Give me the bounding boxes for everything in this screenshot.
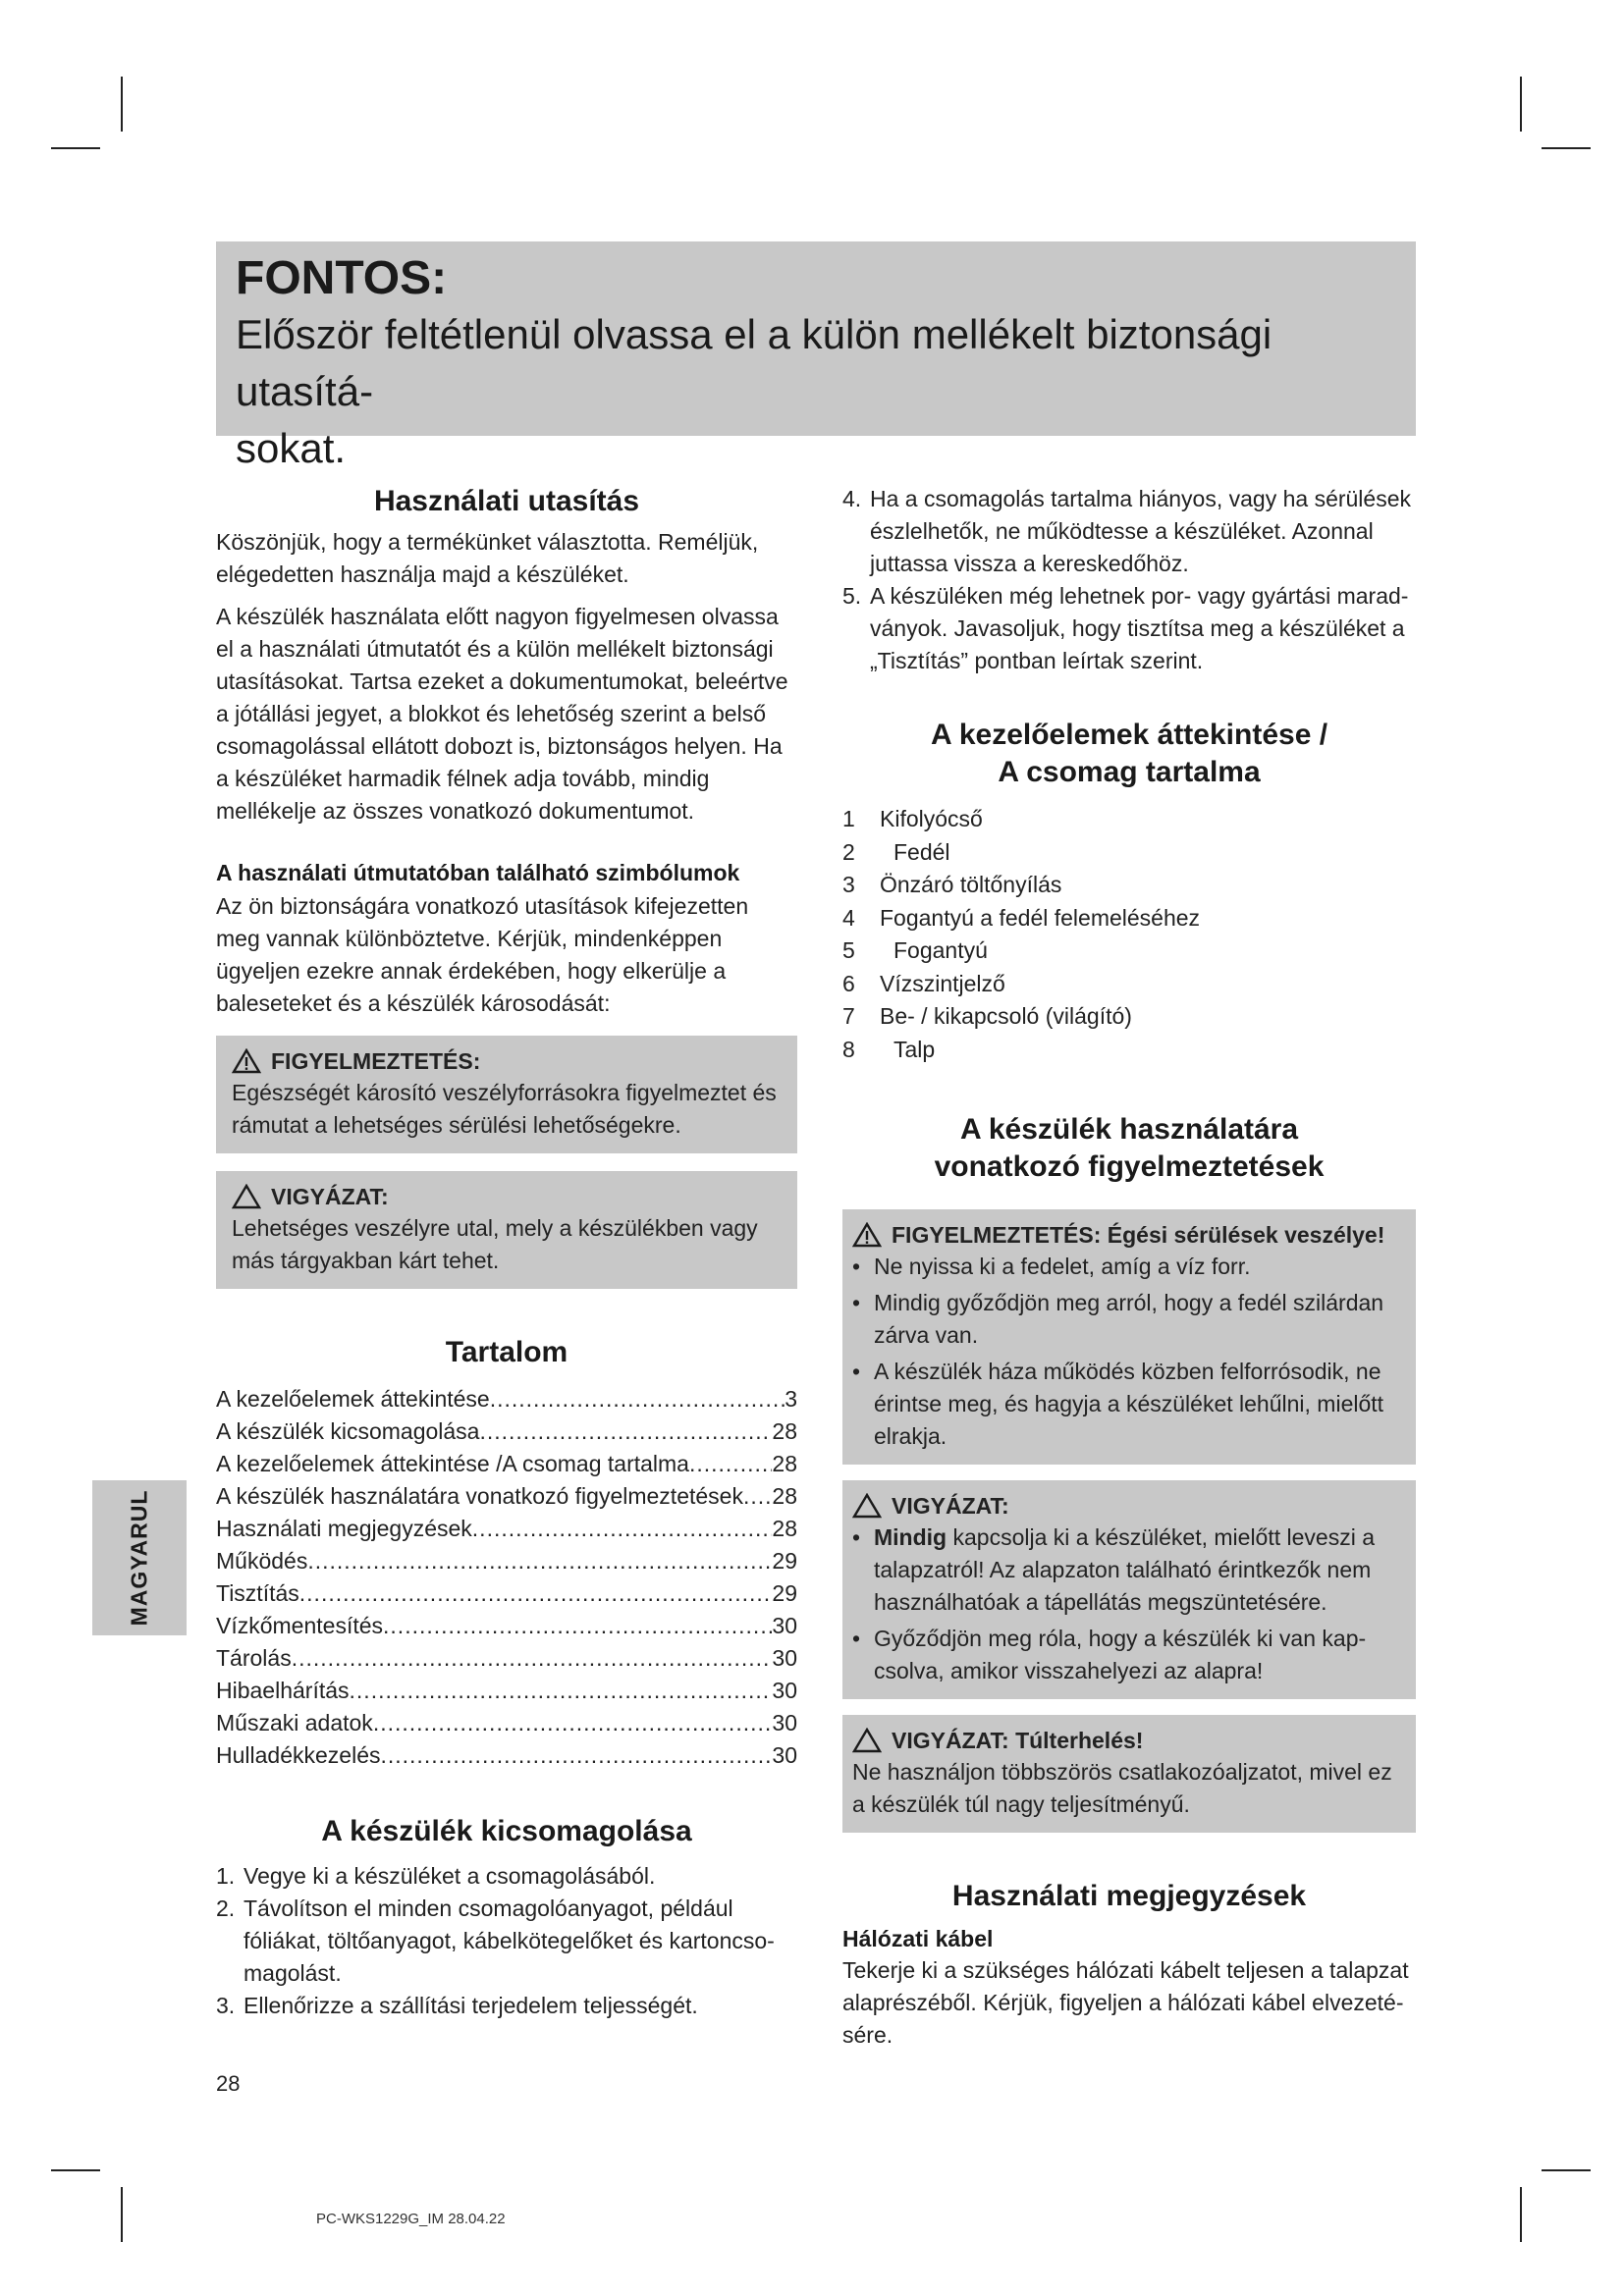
crop-mark xyxy=(51,147,100,149)
list-item: 8 Talp xyxy=(842,1036,936,1062)
toc-row[interactable]: Használati megjegyzések ..... 28 xyxy=(216,1513,797,1545)
caution-triangle-icon xyxy=(232,1184,261,1209)
unpack-title: A készülék kicsomagolása xyxy=(321,1815,692,1847)
right-column xyxy=(842,483,1416,2052)
important-banner xyxy=(216,241,1416,471)
overload-title: VIGYÁZAT: Túlterhelés! xyxy=(892,1728,1144,1753)
usage-title: Használati utasítás xyxy=(373,485,640,517)
warning-text: Egészségét károsító veszélyforrásokra figyelmeztet és rámutat a lehetséges sérülési lehetőségekre. xyxy=(232,1080,777,1138)
unpack-steps-continued xyxy=(842,483,1416,677)
toc-row[interactable]: A kezelőelemek áttekintése ..... 3 xyxy=(216,1383,797,1415)
list-item: 2. Távolítson el minden csomagolóanyagot, például fóliákat, töltőanyagot, kábelkötegelőket és kartoncso-magolást. xyxy=(216,1896,775,1986)
caution-triangle-icon xyxy=(852,1728,882,1753)
overload-text: Ne használjon többszörös csatlakozóaljzatot, mivel ez a készülék túl nagy teljesítményű. xyxy=(852,1759,1392,1817)
intro-paragraph-2: A készülék használata előtt nagyon figyelmesen olvassa el a használati útmutatót és a külön mellékelt biztonsági utasításokat. Tartsa ezeket a dokumentumokat, beleértve a jótállási jegyet, a blokkot és lehetőség szerint a belső csomagolással ellátott dobozt is, biztonságos helyen. Ha a készüléket harmadik félnek adja tovább, mindig mellékelje az összes vonatkozó dokumentumot. xyxy=(216,604,788,824)
notes-title: Használati megjegyzések xyxy=(951,1880,1307,1912)
footer-code: PC-WKS1229G_IM 28.04.22 xyxy=(316,2211,506,2227)
banner-title: FONTOS: xyxy=(236,252,448,304)
crop-mark xyxy=(51,2169,100,2171)
symbols-text: Az ön biztonságára vonatkozó utasítások kifejezetten meg vannak különböztetve. Kérjük, mindenképpen ügyeljen ezekre annak érdekében, hogy elkerülje a baleseteket és a készülék károsodását: xyxy=(216,893,749,1016)
toc-row[interactable]: A készülék kicsomagolása ..... 28 xyxy=(216,1415,797,1448)
toc-row[interactable]: Hulladékkezelés ..... 30 xyxy=(216,1739,797,1772)
crop-mark xyxy=(1542,147,1591,149)
crop-mark xyxy=(1520,2187,1522,2242)
caution-text: Lehetséges veszélyre utal, mely a készülékben vagy más tárgyakban kárt tehet. xyxy=(232,1215,758,1273)
list-item: 1 Kifolyócső xyxy=(842,806,983,831)
toc-row[interactable]: Vízkőmentesítés ..... 30 xyxy=(216,1610,797,1642)
crop-mark xyxy=(121,77,123,132)
list-item: 5 Fogantyú xyxy=(842,937,988,963)
symbols-title: A használati útmutatóban található szimbólumok xyxy=(216,860,740,885)
crop-mark xyxy=(1542,2169,1591,2171)
caution-2-title: VIGYÁZAT: xyxy=(892,1493,1009,1519)
caution-triangle-icon xyxy=(852,1493,882,1519)
toc-row[interactable]: Működés ..... 29 xyxy=(216,1545,797,1577)
warning-triangle-icon xyxy=(232,1048,261,1074)
list-item: 4 Fogantyú a fedél felemeléséhez xyxy=(842,904,1201,931)
list-item: • A készülék háza működés közben felforrósodik, ne érintse meg, és hagyja a készüléket lehűlni, mielőtt elrakja. xyxy=(852,1359,1384,1449)
list-item: • Mindig győződjön meg arról, hogy a fedél szilárdan zárva van. xyxy=(852,1290,1384,1348)
unpack-steps xyxy=(216,1860,797,2022)
cable-title: Hálózati kábel xyxy=(842,1926,994,1951)
caution-box xyxy=(216,1171,797,1289)
list-item: • Ne nyissa ki a fedelet, amíg a víz forr. xyxy=(852,1254,1251,1279)
warning-title: FIGYELMEZTETÉS: xyxy=(271,1048,481,1074)
burn-warning-box xyxy=(842,1209,1416,1465)
list-item: 4. Ha a csomagolás tartalma hiányos, vagy ha sérülések észlelhetők, ne működtesse a készüléket. Azonnal juttassa vissza a kereskedőhöz. xyxy=(842,486,1412,576)
toc-list xyxy=(216,1383,797,1772)
parts-list xyxy=(842,803,1416,1066)
overload-box xyxy=(842,1715,1416,1833)
intro-paragraph-1: Köszönjük, hogy a termékünket választotta. Reméljük, elégedetten használja majd a készüléket. xyxy=(216,529,759,587)
list-item: 2 Fedél xyxy=(842,838,950,865)
toc-row[interactable]: A kezelőelemek áttekintése /A csomag tartalma ..... 28 xyxy=(216,1448,797,1480)
banner-line-2: sokat. xyxy=(236,425,347,471)
warning-triangle-icon xyxy=(852,1222,882,1248)
parts-title: A kezelőelemek áttekintése / A csomag tartalma xyxy=(930,719,1328,788)
crop-mark xyxy=(121,2187,123,2242)
language-tab-label: MAGYARUL xyxy=(126,1489,152,1627)
list-item: 1. Vegye ki a készüléket a csomagolásából. xyxy=(216,1863,656,1889)
caution-title: VIGYÁZAT: xyxy=(271,1184,389,1209)
toc-row[interactable]: Hibaelhárítás ..... 30 xyxy=(216,1675,797,1707)
language-tab xyxy=(92,1480,187,1635)
page-number: 28 xyxy=(216,2071,241,2096)
warnings-section-title: A készülék használatára vonatkozó figyelmeztetések xyxy=(934,1113,1325,1183)
toc-row[interactable]: Műszaki adatok ..... 30 xyxy=(216,1707,797,1739)
list-item: 3. Ellenőrizze a szállítási terjedelem teljességét. xyxy=(216,1993,698,2018)
left-column xyxy=(216,483,797,2022)
list-item: • Győződjön meg róla, hogy a készülék ki van kap-csolva, amikor visszahelyezi az alapra! xyxy=(852,1626,1367,1683)
toc-title: Tartalom xyxy=(445,1336,568,1368)
list-item: 3 Önzáró töltőnyílás xyxy=(842,872,1062,897)
caution-box-2 xyxy=(842,1480,1416,1699)
list-item: 5. A készüléken még lehetnek por- vagy gyártási marad-ványok. Javasoljuk, hogy tisztítsa meg a készüléket a „Tisztítás” pontban leírtak szerint. xyxy=(842,583,1409,673)
cable-text: Tekerje ki a szükséges hálózati kábelt teljesen a talapzat alaprészéből. Kérjük, figyeljen a hálózati kábel elvezeté-sére. xyxy=(842,1957,1409,2048)
list-item: • Mindig kapcsolja ki a készüléket, mielőtt leveszi a talapzatról! Az alapzaton található érintkezők nem használhatóak a tápellátás megszüntetésére. xyxy=(852,1524,1376,1615)
warning-box xyxy=(216,1036,797,1153)
toc-row[interactable]: Tisztítás ..... 29 xyxy=(216,1577,797,1610)
crop-mark xyxy=(1520,77,1522,132)
list-item: 7 Be- / kikapcsoló (világító) xyxy=(842,1003,1132,1029)
banner-line-1: Először feltétlenül olvassa el a külön mellékelt biztonsági utasítá- xyxy=(236,311,1272,414)
burn-warning-title: FIGYELMEZTETÉS: Égési sérülések veszélye! xyxy=(892,1222,1385,1248)
list-item: 6 Vízszintjelző xyxy=(842,970,1005,996)
toc-row[interactable]: Tárolás ..... 30 xyxy=(216,1642,797,1675)
toc-row[interactable]: A készülék használatára vonatkozó figyelmeztetések ..... 28 xyxy=(216,1480,797,1513)
